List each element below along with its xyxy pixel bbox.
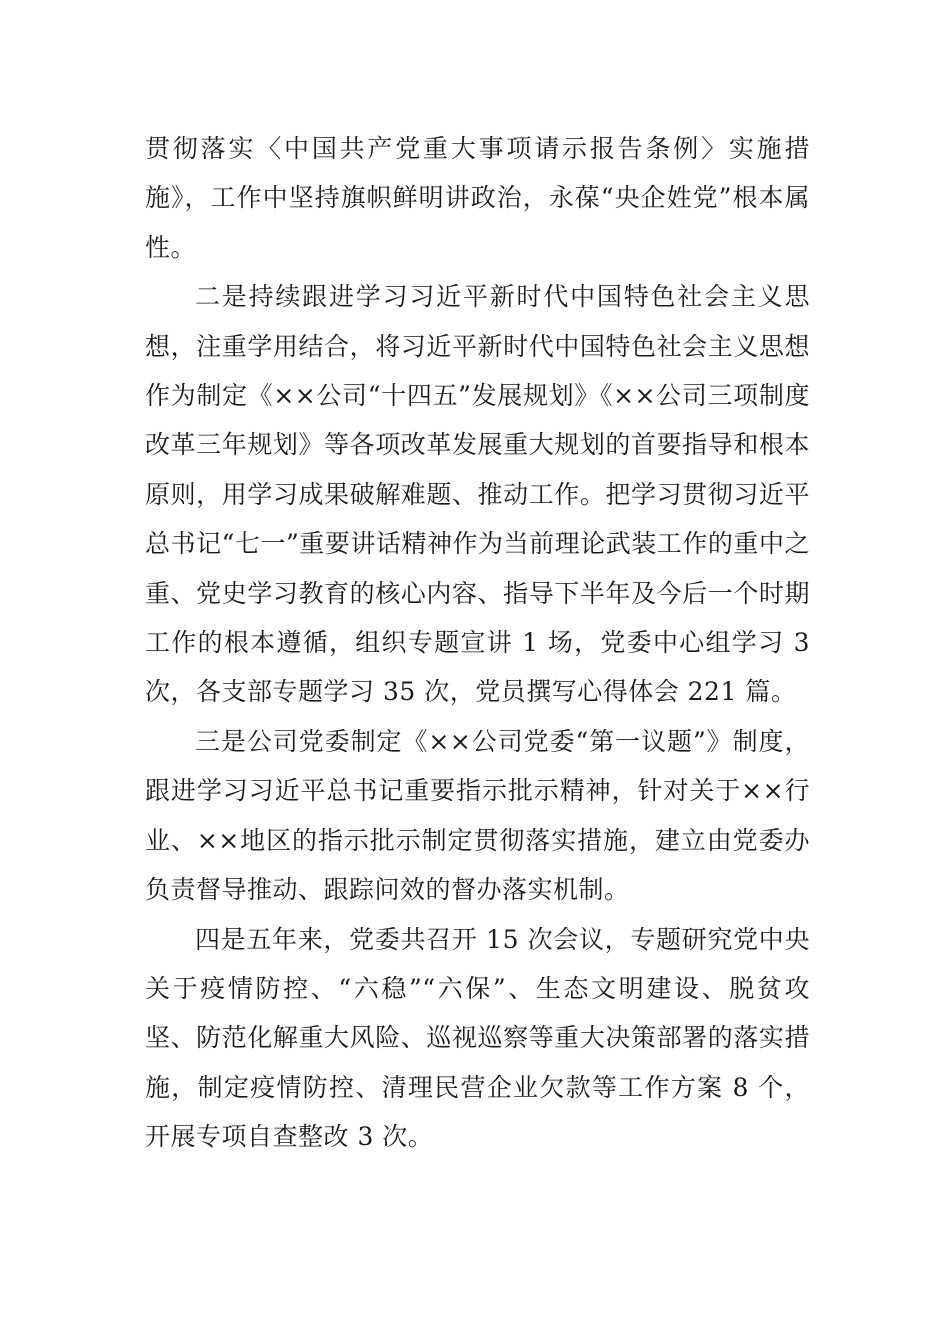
paragraph-continuation: 贯彻落实〈中国共产党重大事项请示报告条例〉实施措施》，工作中坚持旗帜鲜明讲政治，永葆“央企姓党”根本属性。 [145, 134, 810, 262]
paragraph-point-four: 四是五年来，党委共召开 15 次会议，专题研究党中央关于疫情防控、“六稳”“六保”、生态文明建设、脱贫攻坚、防范化解重大风险、巡视巡察等重大决策部署的落实措施，制定疫情防控、清理民营企业欠款等工作方案 8 个，开展专项自查整改 3 次。 [145, 924, 810, 1152]
document-body [145, 124, 810, 1162]
paragraph-point-two: 二是持续跟进学习习近平新时代中国特色社会主义思想，注重学用结合，将习近平新时代中国特色社会主义思想作为制定《××公司“十四五”发展规划》《××公司三项制度改革三年规划》等各项改革发展重大规划的首要指导和根本原则，用学习成果破解难题、推动工作。把学习贯彻习近平总书记“七一”重要讲话精神作为当前理论武装工作的重中之重、党史学习教育的核心内容、指导下半年及今后一个时期工作的根本遵循，组织专题宣讲 1 场，党委中心组学习 3 次，各支部专题学习 35 次，党员撰写心得体会 221 篇。 [145, 282, 810, 707]
paragraph-point-three: 三是公司党委制定《××公司党委“第一议题”》制度，跟进学习习近平总书记重要指示批示精神，针对关于××行业、××地区的指示批示制定贯彻落实措施，建立由党委办负责督导推动、跟踪问效的督办落实机制。 [145, 726, 810, 905]
